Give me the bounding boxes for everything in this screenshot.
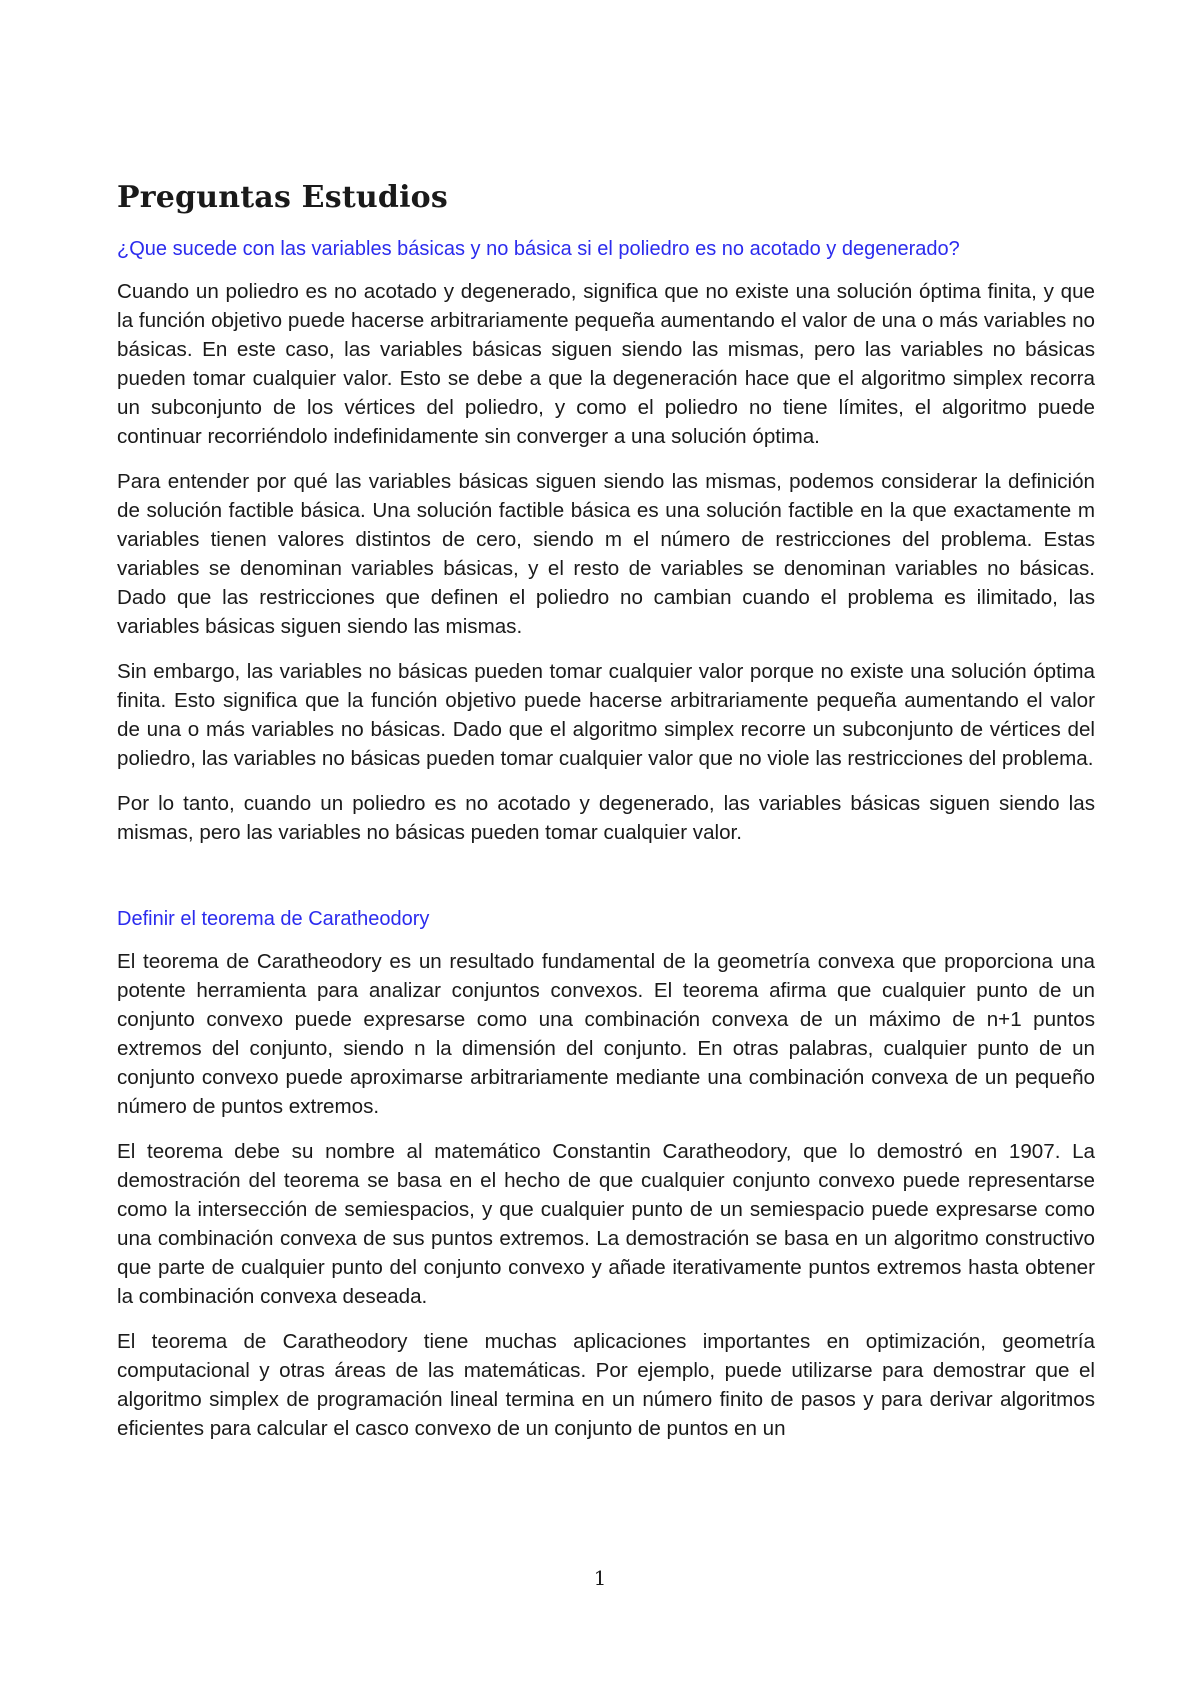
paragraph: Por lo tanto, cuando un poliedro es no acotado y degenerado, las variables básicas siguen siendo las mismas, pero las variables no básicas pueden tomar cualquier valor. (117, 792, 1095, 844)
paragraph: Para entender por qué las variables básicas siguen siendo las mismas, podemos considerar la definición de solución factible básica. Una solución factible básica es una solución factible en la que exactamente m variables tienen valores distintos de cero, siendo m el número de restricciones del problema. Estas variables se denominan variables básicas, y el resto de variables se denominan variables no básicas. Dado que las restricciones que definen el poliedro no cambian cuando el problema es ilimitado, las variables básicas siguen siendo las mismas. (117, 470, 1095, 638)
paragraph: Cuando un poliedro es no acotado y degenerado, significa que no existe una solución óptima finita, y que la función objetivo puede hacerse arbitrariamente pequeña aumentando el valor de una o más variables no básicas. En este caso, las variables básicas siguen siendo las mismas, pero las variables no básicas pueden tomar cualquier valor. Esto se debe a que la degeneración hace que el algoritmo simplex recorra un subconjunto de los vértices del poliedro, y como el poliedro no tiene límites, el algoritmo puede continuar recorriéndolo indefinidamente sin converger a una solución óptima. (117, 280, 1095, 448)
question-heading: ¿Que sucede con las variables básicas y no básica si el poliedro es no acotado y degenerado? (117, 238, 960, 260)
question-heading: Definir el teorema de Caratheodory (117, 908, 430, 930)
section-spacer (117, 863, 1095, 905)
section-question-1 (117, 235, 1095, 847)
page-number: 1 (593, 1566, 607, 1590)
paragraph: Sin embargo, las variables no básicas pueden tomar cualquier valor porque no existe una solución óptima finita. Esto significa que la función objetivo puede hacerse arbitrariamente pequeña aumentando el valor de una o más variables no básicas. Dado que el algoritmo simplex recorre un subconjunto de vértices del poliedro, las variables no básicas pueden tomar cualquier valor que no viole las restricciones del problema. (117, 660, 1095, 770)
paragraph: El teorema de Caratheodory tiene muchas aplicaciones importantes en optimización, geometría computacional y otras áreas de las matemáticas. Por ejemplo, puede utilizarse para demostrar que el algoritmo simplex de programación lineal termina en un número finito de pasos y para derivar algoritmos eficientes para calcular el casco convexo de un conjunto de puntos en un (117, 1330, 1095, 1440)
paragraph: El teorema de Caratheodory es un resultado fundamental de la geometría convexa que proporciona una potente herramienta para analizar conjuntos convexos. El teorema afirma que cualquier punto de un conjunto convexo puede expresarse como una combinación convexa de un máximo de n+1 puntos extremos del conjunto, siendo n la dimensión del conjunto. En otras palabras, cualquier punto de un conjunto convexo puede aproximarse arbitrariamente mediante una combinación convexa de un pequeño número de puntos extremos. (117, 950, 1095, 1118)
section-question-2 (117, 905, 1095, 1443)
page-title: Preguntas Estudios (117, 180, 448, 215)
document-body (117, 180, 1095, 1459)
paragraph: El teorema debe su nombre al matemático Constantin Caratheodory, que lo demostró en 1907. La demostración del teorema se basa en el hecho de que cualquier conjunto convexo puede representarse como la intersección de semiespacios, y que cualquier punto de un semiespacio puede expresarse como una combinación convexa de sus puntos extremos. La demostración se basa en un algoritmo constructivo que parte de cualquier punto del conjunto convexo y añade iterativamente puntos extremos hasta obtener la combinación convexa deseada. (117, 1140, 1095, 1308)
